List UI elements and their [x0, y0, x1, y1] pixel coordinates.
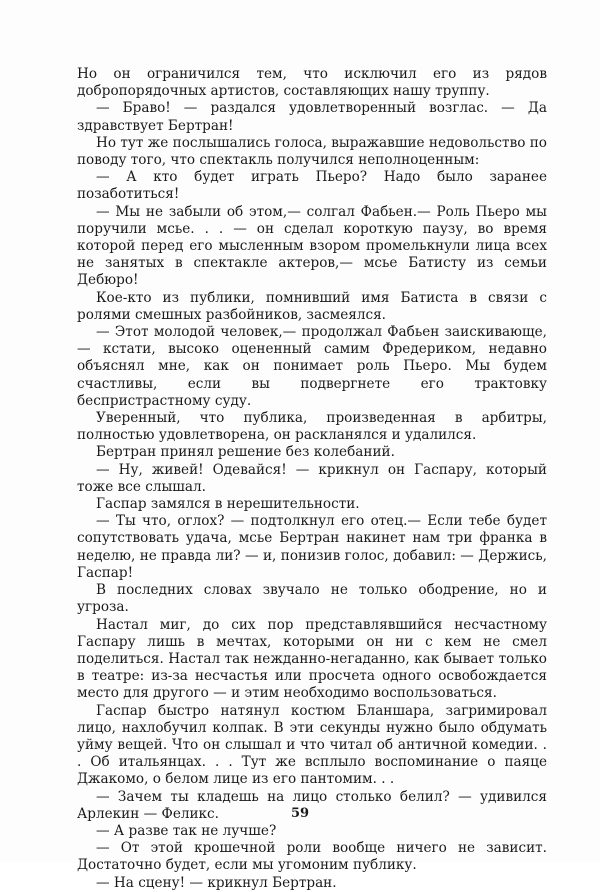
paragraph: — А кто будет играть Пьеро? Надо было заранее позаботиться!	[77, 169, 547, 203]
paragraph: В последних словах звучало не только ободрение, но и угроза.	[77, 582, 547, 616]
paragraph: Гаспар быстро натянул костюм Бланшара, загримировал лицо, нахлобучил колпак. В эти секунды нужно было обдумать уйму вещей. Что он слышал и что читал об античной комедии. . . Об итальянцах. . . Тут же всплыло воспоминание о паяце Джакомо, о белом лице из его пантомим. . .	[77, 702, 547, 788]
paragraph: Настал миг, до сих пор представлявшийся несчастному Гаспару лишь в мечтах, которыми он ни с кем не смел поделиться. Настал так нежданно-негаданно, как бывает только в театре: из-за несчастья или просчета одного освобождается место для другого — и этим необходимо воспользоваться.	[77, 616, 547, 702]
paragraph: Гаспар замялся в нерешительности.	[96, 496, 360, 513]
paragraph: — А разве так не лучше?	[96, 822, 277, 839]
paragraph: — На сцену! — крикнул Бертран.	[96, 874, 337, 891]
paragraph: — Мы не забыли об этом,— солгал Фабьен.— Роль Пьеро мы поручили мсье. . . — он сделал короткую паузу, во время которой перед его мысленным взором промелькнули лица всех не занятых в спектакле актеров,— мсье Батисту из семьи Дебюро!	[77, 203, 547, 289]
paragraph: — Ты что, оглох? — подтолкнул его отец.— Если тебе будет сопутствовать удача, мсье Бертран накинет нам три франка в неделю, не правда ли? — и, понизив голос, добавил: — Держись, Гаспар!	[77, 513, 547, 581]
paragraph: — От этой крошечной роли вообще ничего не зависит. Достаточно будет, если мы угомоним публику.	[77, 840, 547, 874]
paragraph: Кое-кто из публики, помнивший имя Батиста в связи с ролями смешных разбойников, засмеялся.	[77, 289, 547, 323]
paragraph: — Зачем ты кладешь на лицо столько белил? — удивился Арлекин — Феликс.	[77, 788, 547, 822]
paragraph: — Этот молодой человек,— продолжал Фабьен заискивающе,— кстати, высоко оцененный самим Фредериком, недавно объяснял мне, как он понимает роль Пьеро. Мы будем счастливы, если вы подвергнете его трактовку беспристрастному суду.	[77, 324, 547, 409]
body-text	[77, 66, 547, 892]
paragraph: Но тут же послышались голоса, выражавшие недовольство по поводу того, что спектакль получился неполноценным:	[77, 134, 547, 169]
paragraph: Уверенный, что публика, произведенная в арбитры, полностью удовлетворена, он раскланялся и удалился.	[77, 410, 547, 444]
paragraph: Но он ограничился тем, что исключил его из рядов добропорядочных артистов, составляющих нашу труппу.	[77, 66, 547, 100]
paragraph: — Ну, живей! Одевайся! — крикнул он Гаспару, который тоже все слышал.	[77, 461, 547, 495]
paragraph: — Браво! — раздался удовлетворенный возглас. — Да здравствует Бертран!	[77, 100, 547, 134]
page-number: 59	[290, 806, 310, 821]
paragraph: Бертран принял решение без колебаний.	[96, 444, 395, 461]
